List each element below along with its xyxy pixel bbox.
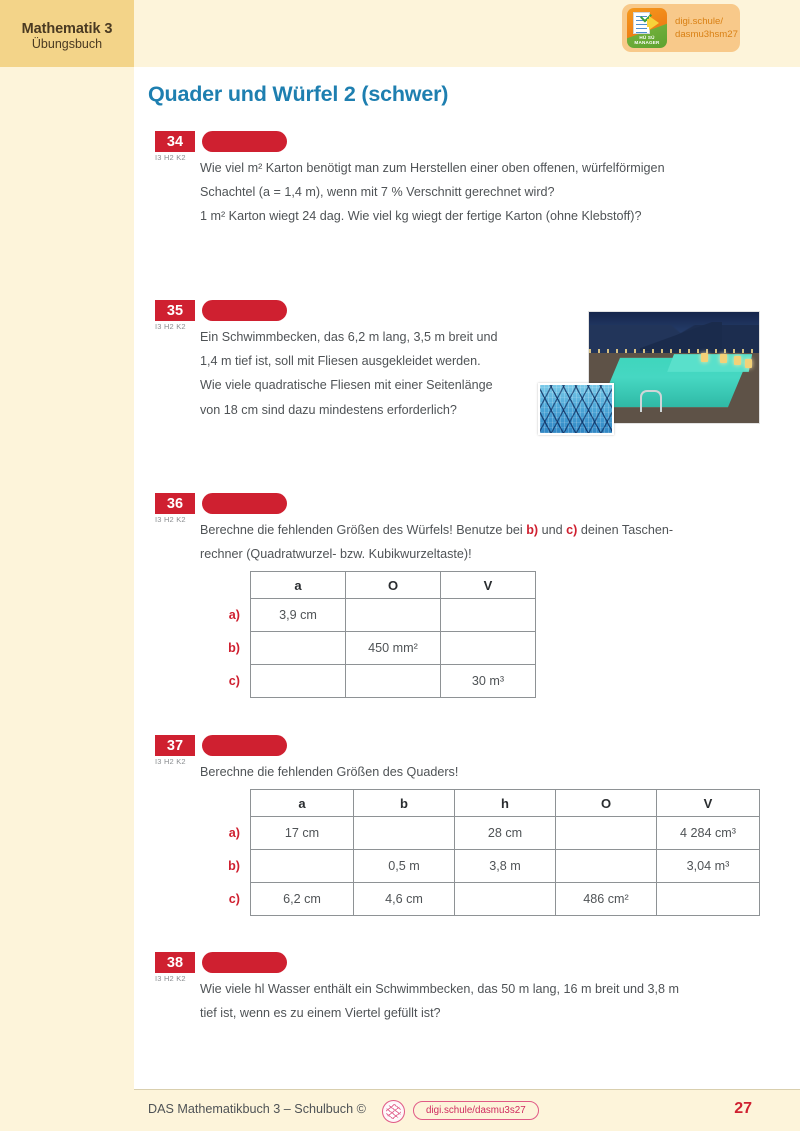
exercise-36-number: 36 — [155, 493, 195, 514]
footer-digi-link-label: digi.schule/dasmu3s27 — [426, 1105, 526, 1116]
digi-badge-link-line2: dasmu3hsm27 — [675, 29, 738, 40]
exercise-34-number: 34 — [155, 131, 195, 152]
exercise-38-tag: I3 H2 K2 — [155, 974, 186, 983]
book-title: Mathematik 3 — [21, 20, 113, 37]
exercise-35-line-2: 1,4 m tief ist, soll mit Fliesen ausgekleidet werden. — [200, 354, 481, 369]
exercise-38-line-1: Wie viele hl Wasser enthält ein Schwimmbecken, das 50 m lang, 16 m breit und 3,8 m — [200, 982, 680, 996]
exercise-36-line-1 — [200, 518, 760, 542]
cuboid-cell-a-h[interactable]: 28 cm — [455, 817, 556, 850]
page-number: 27 — [734, 1100, 752, 1117]
pool-photo-mountains-far — [640, 322, 722, 351]
digi-badge-link-line1: digi.schule/ — [675, 15, 723, 27]
cuboid-cell-c-h[interactable] — [455, 883, 556, 916]
hsm-icon-label-line1: HÜ SÜ — [639, 34, 655, 40]
cube-cell-c-a[interactable] — [251, 665, 346, 698]
exercise-36-ref-c: c) — [566, 523, 578, 537]
left-margin-strip — [0, 67, 134, 1089]
pool-photo-lamp — [701, 353, 708, 362]
cuboid-cell-a-v[interactable]: 4 284 cm³ — [657, 817, 760, 850]
exercise-38-line-2: tief ist, wenn es zu einem Viertel gefüllt ist? — [200, 1006, 441, 1021]
table-row — [202, 883, 760, 916]
cuboid-col-v: V — [657, 790, 760, 817]
cuboid-cell-c-v[interactable] — [657, 883, 760, 916]
arrow-right-icon — [649, 16, 659, 30]
hsm-icon-label — [627, 35, 667, 46]
exercise-34-answer-pill[interactable] — [202, 131, 287, 152]
page-title: Quader und Würfel 2 (schwer) — [148, 82, 449, 106]
exercise-37-text — [200, 760, 760, 784]
table-corner-cell — [202, 790, 251, 817]
cube-col-v: V — [441, 572, 536, 599]
cuboid-values-table — [202, 789, 760, 916]
exercise-35-tag: I3 H2 K2 — [155, 322, 186, 331]
table-row — [202, 817, 760, 850]
cuboid-cell-b-h[interactable]: 3,8 m — [455, 850, 556, 883]
cuboid-row-label-c: c) — [228, 892, 240, 906]
digi-schule-badge[interactable] — [622, 4, 740, 52]
pool-photo-ladder — [640, 390, 662, 412]
exercise-37-number: 37 — [155, 735, 195, 756]
cuboid-cell-a-o[interactable] — [556, 817, 657, 850]
cuboid-cell-b-v[interactable]: 3,04 m³ — [657, 850, 760, 883]
exercise-37-answer-pill[interactable] — [202, 735, 287, 756]
page-footer — [0, 1089, 800, 1131]
cube-cell-c-o[interactable] — [346, 665, 441, 698]
exercise-35-number: 35 — [155, 300, 195, 321]
cuboid-cell-c-b[interactable]: 4,6 cm — [354, 883, 455, 916]
exercise-36-tag: I3 H2 K2 — [155, 515, 186, 524]
exercise-36-answer-pill[interactable] — [202, 493, 287, 514]
cube-cell-a-a[interactable]: 3,9 cm — [251, 599, 346, 632]
footer-digi-link[interactable] — [413, 1101, 539, 1120]
hsm-icon-label-line2: MANAGER — [634, 40, 660, 46]
cuboid-cell-b-b[interactable]: 0,5 m — [354, 850, 455, 883]
exercise-36-text-part3: deinen Taschen- — [577, 523, 674, 537]
cube-cell-b-a[interactable] — [251, 632, 346, 665]
hue-sue-manager-icon — [627, 8, 667, 48]
publisher-logo-icon — [382, 1100, 405, 1123]
exercise-38-number: 38 — [155, 952, 195, 973]
tile-photo-grout-lines — [538, 383, 614, 435]
exercise-38-text — [200, 977, 760, 1025]
exercise-35-line-4: von 18 cm sind dazu mindestens erforderlich? — [200, 402, 457, 417]
cuboid-row-label-a: a) — [228, 826, 240, 840]
pool-photo-lamp — [734, 356, 741, 365]
table-row — [202, 850, 760, 883]
footer-divider — [134, 1089, 800, 1090]
exercise-34-line-1: Wie viel m² Karton benötigt man zum Herstellen einer oben offenen, würfelförmigen — [200, 161, 665, 175]
exercise-36-ref-b: b) — [526, 523, 539, 537]
table-row — [202, 599, 536, 632]
cuboid-cell-b-o[interactable] — [556, 850, 657, 883]
table-row — [202, 632, 536, 665]
footer-copyright: DAS Mathematikbuch 3 – Schulbuch © — [148, 1102, 366, 1116]
exercise-35-line-1: Ein Schwimmbecken, das 6,2 m lang, 3,5 m breit und — [200, 330, 498, 344]
cube-cell-a-v[interactable] — [441, 599, 536, 632]
cuboid-cell-a-a[interactable]: 17 cm — [251, 817, 354, 850]
cuboid-row-label-b: b) — [228, 859, 240, 873]
exercise-34-line-2: Schachtel (a = 1,4 m), wenn mit 7 % Verschnitt gerechnet wird? — [200, 185, 555, 200]
table-corner-cell — [202, 572, 251, 599]
exercise-34-line-3: 1 m² Karton wiegt 24 dag. Wie viel kg wiegt der fertige Karton (ohne Klebstoff)? — [200, 209, 642, 224]
exercise-35-answer-pill[interactable] — [202, 300, 287, 321]
exercise-36-text-part1: Berechne die fehlenden Größen des Würfels! Benutze bei — [200, 523, 527, 537]
book-tab — [0, 0, 134, 67]
cube-row-label-a: a) — [228, 608, 240, 622]
cuboid-col-a: a — [251, 790, 354, 817]
table-header-row — [202, 790, 760, 817]
cube-row-label-c: c) — [228, 674, 240, 688]
cube-col-a: a — [251, 572, 346, 599]
cube-values-table — [202, 571, 536, 698]
cube-col-o: O — [346, 572, 441, 599]
exercise-37-line-1: Berechne die fehlenden Größen des Quaders! — [200, 765, 459, 779]
exercise-36-text — [200, 518, 760, 566]
cube-cell-c-v[interactable]: 30 m³ — [441, 665, 536, 698]
table-row — [202, 665, 536, 698]
exercise-35-text — [200, 325, 550, 422]
cube-cell-b-o[interactable]: 450 mm² — [346, 632, 441, 665]
digi-badge-link[interactable] — [675, 15, 738, 42]
cuboid-col-h: h — [455, 790, 556, 817]
exercise-36-text-part2: und — [538, 523, 567, 537]
cuboid-cell-b-a[interactable] — [251, 850, 354, 883]
cuboid-cell-a-b[interactable] — [354, 817, 455, 850]
cube-cell-a-o[interactable] — [346, 599, 441, 632]
mosaic-tiles-photo — [538, 383, 614, 435]
exercise-34-text — [200, 156, 760, 229]
exercise-38-answer-pill[interactable] — [202, 952, 287, 973]
cube-row-label-b: b) — [228, 641, 240, 655]
cuboid-cell-c-o[interactable]: 486 cm² — [556, 883, 657, 916]
exercise-34-tag: I3 H2 K2 — [155, 153, 186, 162]
cube-cell-b-v[interactable] — [441, 632, 536, 665]
cuboid-col-o: O — [556, 790, 657, 817]
exercise-36-line-2: rechner (Quadratwurzel- bzw. Kubikwurzeltaste)! — [200, 547, 472, 562]
pool-photo-lamp — [720, 354, 727, 363]
exercise-35-line-3: Wie viele quadratische Fliesen mit einer Seitenlänge — [200, 378, 493, 393]
book-subtitle: Übungsbuch — [31, 37, 103, 52]
cuboid-cell-c-a[interactable]: 6,2 cm — [251, 883, 354, 916]
table-header-row — [202, 572, 536, 599]
exercise-37-tag: I3 H2 K2 — [155, 757, 186, 766]
pool-photo-lamp — [745, 359, 752, 368]
cuboid-col-b: b — [354, 790, 455, 817]
